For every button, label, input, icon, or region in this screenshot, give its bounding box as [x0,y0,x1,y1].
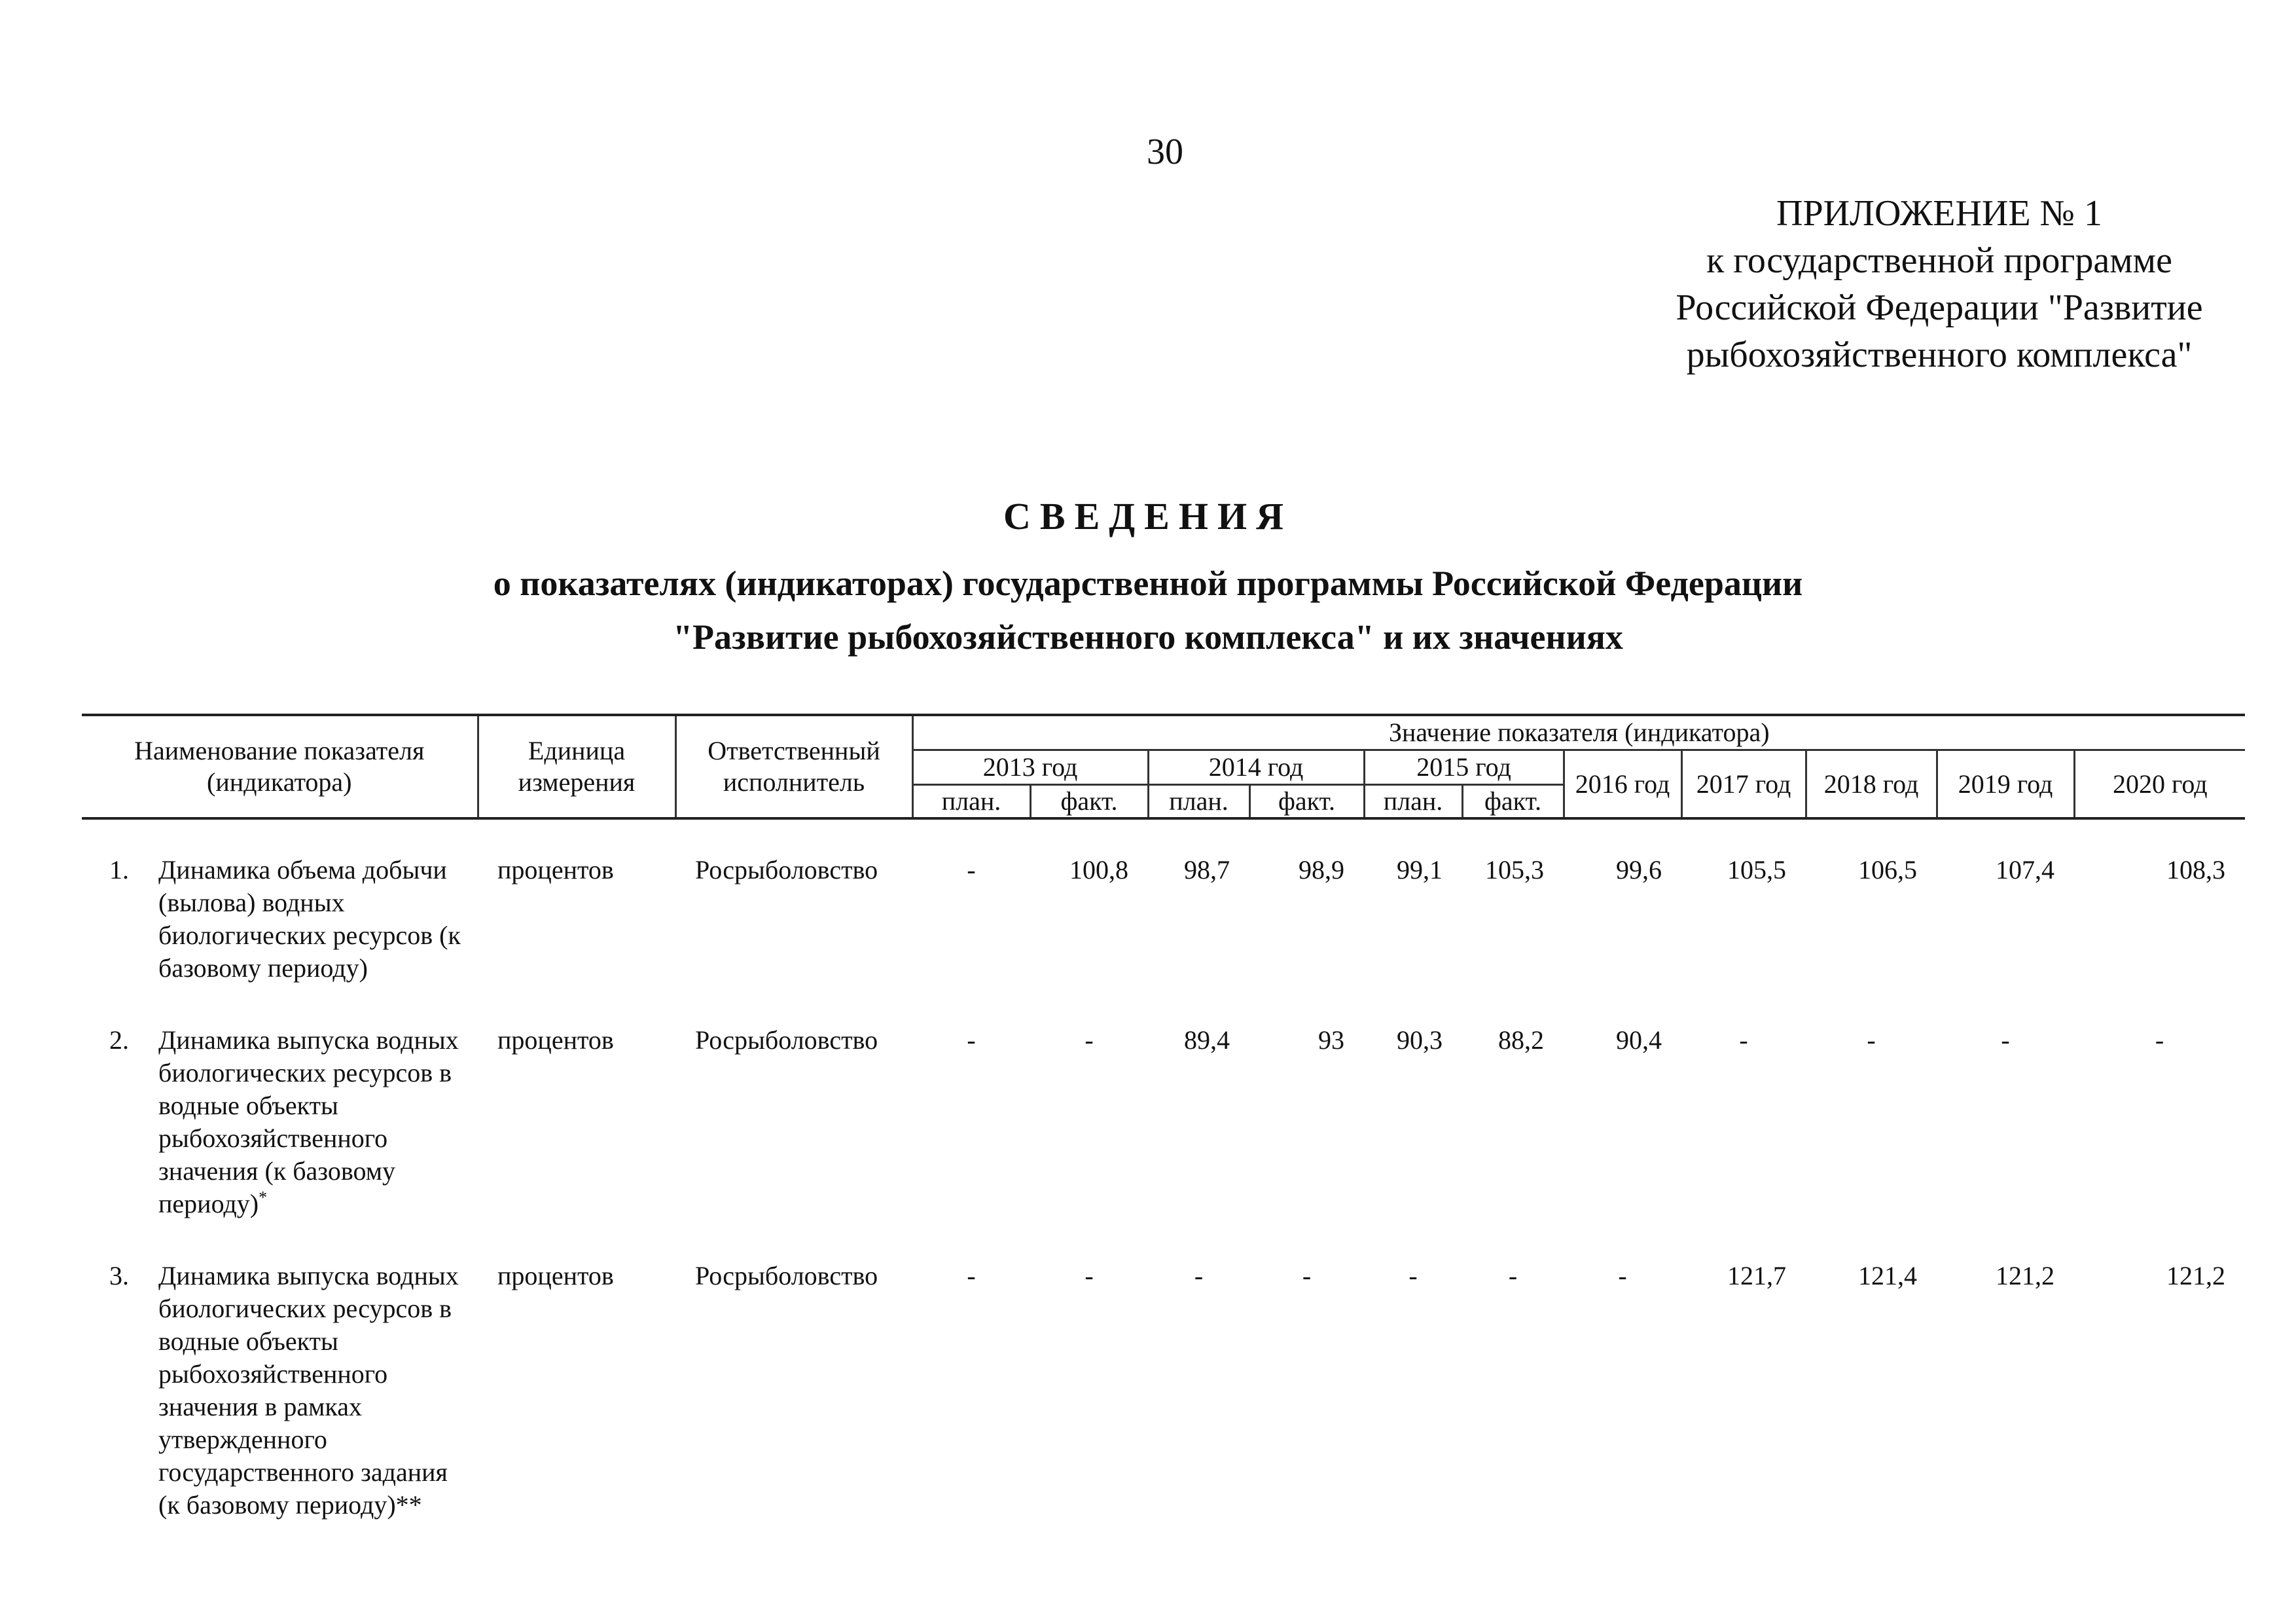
indicator-name: Динамика выпуска водных биологических ресурсов в водные объекты рыбохозяйственного значения в рамках утвержденного государственного задания (к базовому периоду)** [158,1261,459,1520]
value-2014-fact: 93 [1318,1025,1344,1055]
header-name: Наименование показателя (индикатора) [82,715,478,818]
indicators-table [82,714,2245,1561]
value-2016: 99,6 [1616,855,1662,884]
header-year-2014: 2014 год [1148,750,1364,785]
row-index: 2. [109,1025,129,1055]
value-2013-plan: - [967,855,976,884]
header-fact-2013: факт. [1030,785,1148,819]
value-2019: - [2001,1025,2010,1055]
value-2015-fact: 105,3 [1485,855,1544,884]
value-2019: 121,2 [1996,1261,2054,1290]
document-title: СВЕДЕНИЯ [1003,495,1293,538]
value-2017: 121,7 [1727,1261,1786,1290]
row-index: 3. [109,1261,129,1290]
value-2014-plan: 98,7 [1184,855,1230,884]
indicator-name: Динамика выпуска водных биологических ресурсов в водные объекты рыбохозяйственного значения (к базовому периоду) [158,1025,459,1218]
header-plan-2015: план. [1364,785,1462,819]
value-2014-plan: 89,4 [1184,1025,1230,1055]
indicator-name-wrap [158,1024,471,1220]
subtitle-line: "Развитие рыбохозяйственного комплекса" и их значениях [673,617,1623,657]
table-row [82,854,2245,1024]
executor-cell: Росрыболовство [695,855,878,884]
value-2020: - [2155,1025,2164,1055]
value-2013-plan: - [967,1261,976,1290]
value-2020: 121,2 [2166,1261,2226,1290]
value-2015-fact: - [1508,1261,1518,1290]
executor-cell: Росрыболовство [695,1261,878,1290]
header-year-2013: 2013 год [912,750,1148,785]
value-2013-fact: 100,8 [1069,855,1128,884]
value-2014-plan: - [1194,1261,1204,1290]
header-year-2015: 2015 год [1364,750,1564,785]
header-fact-2015: факт. [1462,785,1564,819]
value-2017: - [1739,1025,1748,1055]
appendix-line: рыбохозяйственного комплекса" [1686,335,2193,375]
appendix-line: ПРИЛОЖЕНИЕ № 1 [1776,193,2102,234]
value-2016: - [1618,1261,1627,1290]
header-year-2020: 2020 год [2074,750,2245,819]
value-2018: - [1867,1025,1876,1055]
value-2013-fact: - [1085,1025,1094,1055]
document-subtitle [0,556,2296,664]
subtitle-line: о показателях (индикаторах) государственной программы Российской Федерации [493,564,1803,603]
header-executor: Ответственный исполнитель [675,715,912,818]
indicator-name-cell [82,854,478,1024]
value-2016: 90,4 [1616,1025,1662,1055]
value-2019: 107,4 [1996,855,2054,884]
header-year-2017: 2017 год [1681,750,1806,819]
value-2020: 108,3 [2166,855,2226,884]
header-year-2016: 2016 год [1564,750,1681,819]
value-2018: 106,5 [1858,855,1917,884]
value-2014-fact: - [1302,1261,1312,1290]
header-value-group: Значение показателя (индикатора) [912,715,2245,750]
header-year-2019: 2019 год [1937,750,2074,819]
footnote-mark: * [259,1188,268,1207]
appendix-block [1645,190,2234,378]
value-2013-fact: - [1085,1261,1094,1290]
value-2017: 105,5 [1727,855,1786,884]
table-row [82,1260,2245,1561]
value-2015-fact: 88,2 [1498,1025,1544,1055]
value-2018: 121,4 [1858,1261,1917,1290]
header-unit: Единица измерения [478,715,675,818]
indicator-name-cell [82,1024,478,1260]
value-2014-fact: 98,9 [1299,855,1344,884]
value-2015-plan: - [1408,1261,1418,1290]
appendix-line: Российской Федерации "Развитие [1676,287,2203,328]
indicator-name: Динамика объема добычи (вылова) водных биологических ресурсов (к базовому периоду) [158,855,461,983]
header-year-2018: 2018 год [1806,750,1937,819]
appendix-line: к государственной программе [1706,240,2172,281]
executor-cell: Росрыболовство [695,1025,878,1055]
value-2015-plan: 99,1 [1397,855,1443,884]
unit-cell: процентов [497,1025,614,1055]
unit-cell: процентов [497,855,614,884]
row-index: 1. [109,855,129,884]
header-plan-2013: план. [912,785,1030,819]
table-row [82,1024,2245,1260]
header-fact-2014: факт. [1249,785,1364,819]
value-2015-plan: 90,3 [1397,1025,1443,1055]
value-2013-plan: - [967,1025,976,1055]
page-number: 30 [1147,132,1183,172]
header-plan-2014: план. [1148,785,1249,819]
unit-cell: процентов [497,1261,614,1290]
indicator-name-cell [82,1260,478,1561]
